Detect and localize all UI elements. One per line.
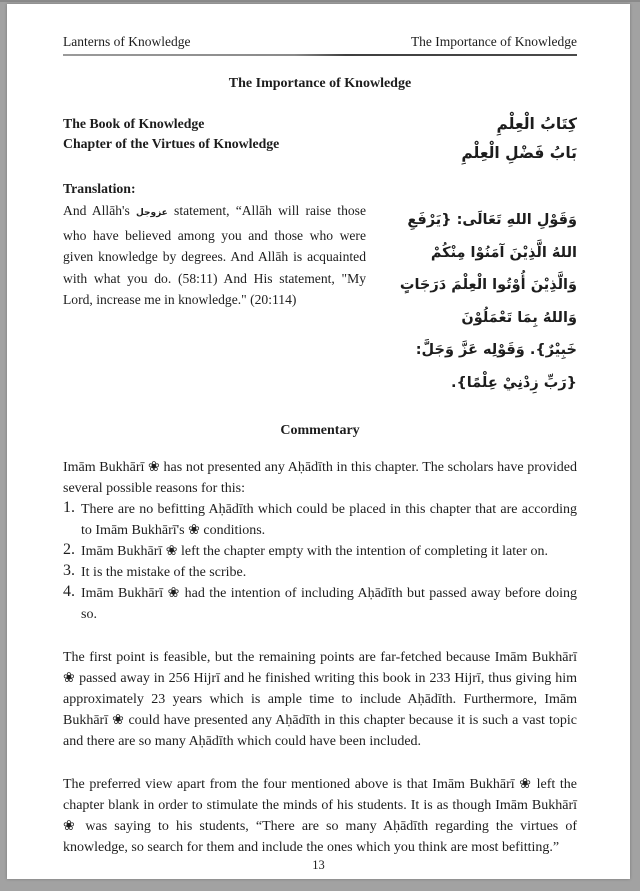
translation-text-before: And Allāh's <box>63 203 136 218</box>
list-item-number: 2. <box>63 541 75 558</box>
list-item-number: 1. <box>63 499 75 516</box>
translation-section <box>63 200 577 399</box>
translation-label: Translation: <box>63 181 136 196</box>
page-title: The Importance of Knowledge <box>228 76 412 91</box>
page-content <box>7 4 630 858</box>
commentary-paragraph: The first point is feasible, but the remaining points are far-fetched because Imām Bukhārī ❀ passed away in 256 Hijrī and he finished writing this book in 233 Hijrī, thus giving him approximately 23 years which is ample time to include Aḥādīth. Furthermore, Imām Bukhārī ❀ could have presented any Aḥādīth in this chapter because it is such a vast topic and there are so many Aḥādīth which could have been included. <box>63 650 577 749</box>
book-page <box>7 4 630 879</box>
list-item <box>63 499 577 541</box>
header-rule <box>63 54 577 56</box>
chapter-heading-arabic <box>461 110 577 168</box>
commentary-paragraph: The preferred view apart from the four mentioned above is that Imām Bukhārī ❀ left the chapter blank in order to stimulate the minds of his students. It is as though Imām Bukhārī ❀ was saying to his students, “There are so many Aḥādīth regarding the virtues of knowledge, so search for them and include the ones which you think are most befitting.” <box>63 777 577 855</box>
list-item-text: There are no befitting Aḥādīth which could be placed in this chapter that are according to Imām Bukhārī's ❀ conditions. <box>81 502 577 538</box>
list-item <box>63 562 577 583</box>
chapter-heading-line1: The Book of Knowledge <box>63 116 205 131</box>
list-item-text: It is the mistake of the scribe. <box>81 565 247 580</box>
arabic-verse-line2: وَالَّذِيْنَ أُوْتُوا الْعِلْمَ دَرَجَاتٍ وَاللهُ بِمَا تَعْمَلُوْنَ <box>399 277 577 326</box>
running-header-right: The Importance of Knowledge <box>410 34 577 49</box>
commentary-title: Commentary <box>280 423 360 438</box>
commentary-list <box>63 499 577 625</box>
translation-paragraph <box>63 200 366 399</box>
arabic-verse <box>366 204 577 399</box>
list-item <box>63 583 577 625</box>
page-number: 13 <box>312 858 325 872</box>
running-header <box>63 34 577 50</box>
list-item-number: 4. <box>63 583 75 600</box>
chapter-heading-line2: Chapter of the Virtues of Knowledge <box>63 136 280 151</box>
list-item <box>63 541 577 562</box>
honorific-allah-icon: عزوجل <box>135 208 168 218</box>
list-item-text: Imām Bukhārī ❀ left the chapter empty with the intention of completing it later on. <box>81 544 548 559</box>
arabic-verse-line3: خَبِيْرٌ}. وَقَوْلِه عَزَّ وَجَلَّ: {رَبِّ زِدْنِيْ عِلْمًا}. <box>415 342 577 391</box>
window-edge <box>0 0 640 2</box>
arabic-heading-line2: بَابُ فَضْلِ الْعِلْمِ <box>461 144 577 162</box>
running-header-left: Lanterns of Knowledge <box>63 34 191 49</box>
translation-text-after: statement, “Allāh will raise those who have believed among you and those who were given knowledge by degrees. And Allāh is acquainted with what you do. (58:11) And His statement, "My Lord, increase me in knowledge." (20:114) <box>63 203 366 307</box>
chapter-heading <box>63 114 577 168</box>
arabic-verse-line1: وَقَوْلِ اللهِ تَعَالَى: {يَرْفَعِ اللهُ الَّذِيْنَ آمَنُوْا مِنْكُمْ <box>407 212 577 261</box>
list-item-number: 3. <box>63 562 75 579</box>
arabic-heading-line1: كِتَابُ الْعِلْمِ <box>496 115 577 133</box>
chapter-heading-english <box>63 114 279 154</box>
commentary-intro: Imām Bukhārī ❀ has not presented any Aḥādīth in this chapter. The scholars have provided several possible reasons for this: <box>63 460 577 496</box>
list-item-text: Imām Bukhārī ❀ had the intention of including Aḥādīth but passed away before doing so. <box>81 586 577 622</box>
